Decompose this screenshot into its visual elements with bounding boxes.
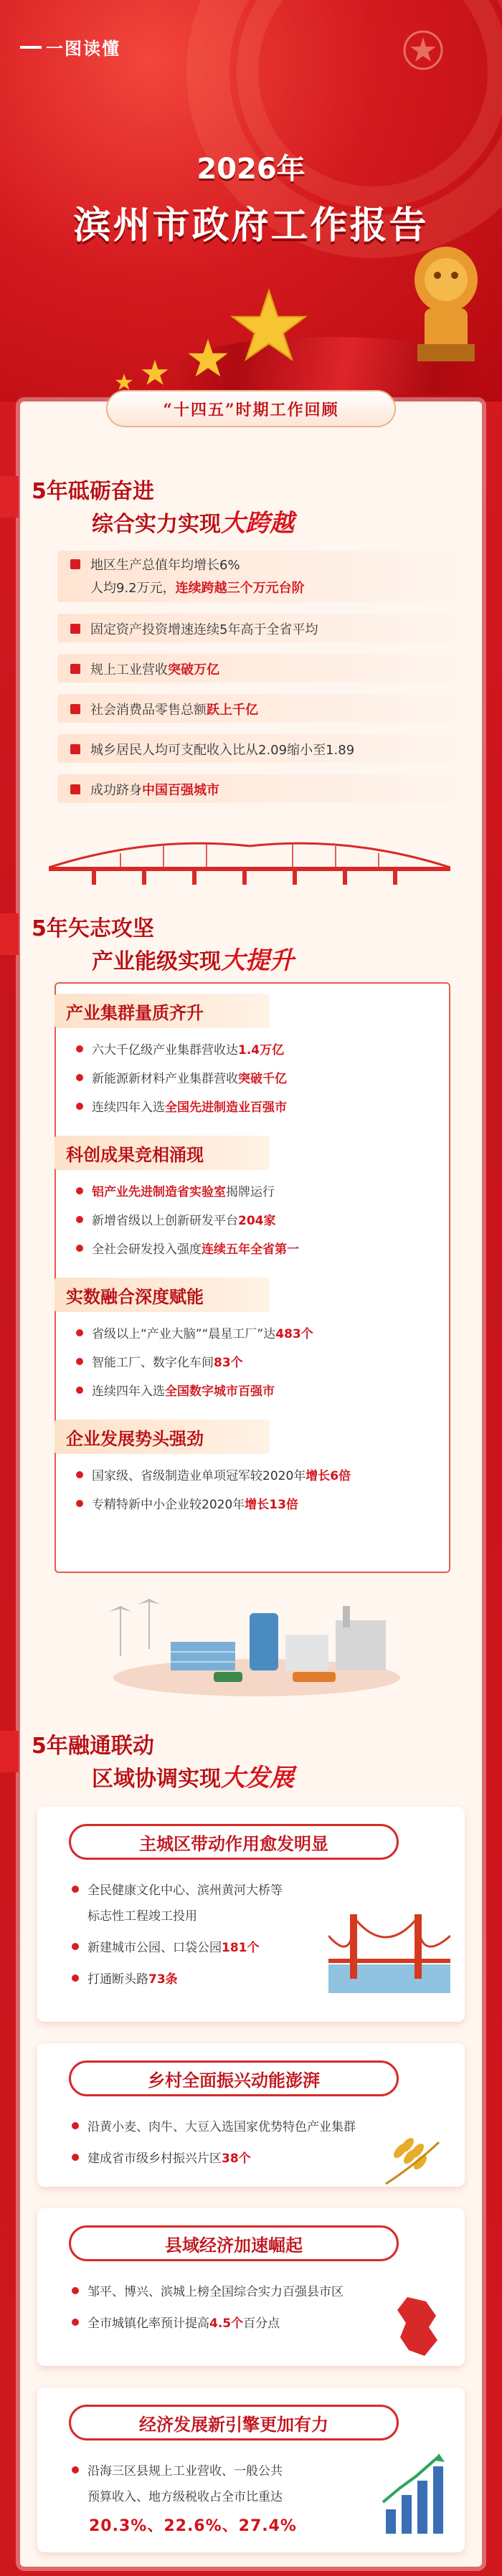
panel-title: 县域经济加速崛起 — [69, 2225, 399, 2261]
section2-line2-prefix: 产业能级实现 — [92, 949, 221, 974]
panel-line — [72, 2461, 283, 2478]
group-line — [76, 1182, 275, 1199]
group-title: 产业集群量质齐升 — [55, 994, 270, 1028]
section1-item — [70, 619, 318, 638]
bullet-icon — [76, 1187, 83, 1194]
bullet-icon — [76, 1216, 83, 1223]
panel-line — [72, 2313, 280, 2331]
group-line — [76, 1040, 284, 1058]
section1-line2-big: 大跨越 — [221, 509, 294, 538]
group-line-highlight: 483个 — [275, 1327, 313, 1341]
section1-item-highlight: 跃上千亿 — [207, 703, 258, 718]
panel-line-text: 预算收入、地方级税收占全市比重达 — [87, 2490, 283, 2504]
group-line — [76, 1352, 243, 1370]
group-line — [76, 1381, 275, 1399]
section-tag — [0, 913, 19, 955]
section1-item-text: 成功跻身 — [90, 783, 142, 798]
panel-line — [72, 1937, 260, 1955]
group-line-highlight: 铝产业先进制造省实验室 — [92, 1185, 226, 1199]
panel-line-text: 沿海三区县规上工业营收、一般公共 — [87, 2464, 283, 2478]
group-line — [76, 1323, 313, 1341]
bullet-icon — [70, 664, 80, 674]
panel-line-highlight: 73条 — [148, 1972, 178, 1987]
panel-line-text: 全民健康文化中心、滨州黄河大桥等 — [87, 1883, 283, 1898]
bullet-icon — [76, 1074, 83, 1081]
panel-line — [72, 2148, 251, 2166]
review-banner: “十四五”时期工作回顾 — [106, 390, 396, 427]
bullet-icon — [70, 704, 80, 714]
section1-item-text: 固定资产投资增速连续5年高于全省平均 — [90, 622, 318, 637]
panel-line-highlight: 181个 — [222, 1941, 260, 1955]
brand-label: 一图读懂 — [46, 39, 120, 59]
brand-bar — [20, 46, 42, 49]
section1-item-text: 社会消费品零售总额 — [90, 703, 207, 718]
wheat-icon — [379, 2137, 443, 2187]
group-line — [76, 1239, 299, 1257]
panel-line-text: 百分点 — [243, 2316, 280, 2331]
section2-line2-big: 大提升 — [221, 946, 294, 975]
group-line-highlight: 1.4万亿 — [238, 1043, 285, 1058]
group-line-text: 连续四年入选 — [92, 1384, 165, 1399]
section1-item-text: 规上工业营收 — [90, 662, 168, 678]
factory-illustration — [106, 1592, 407, 1699]
section1-item-text: 人均9.2万元， — [90, 581, 176, 596]
group-line-text: 全社会研发投入强度 — [92, 1242, 202, 1257]
group-line-text: 六大千亿级产业集群营收达 — [92, 1043, 238, 1058]
hero-header — [0, 0, 502, 401]
bullet-icon — [76, 1045, 83, 1052]
bullet-icon — [72, 2154, 79, 2161]
star-icon — [141, 358, 169, 387]
bullet-icon — [70, 559, 80, 569]
panel-line-text: 沿黄小麦、肉牛、大豆入选国家优势特色产业集群 — [87, 2120, 356, 2134]
section1-item-highlight: 突破万亿 — [168, 662, 219, 678]
section1-item-text: 地区生产总值年均增长6% — [90, 558, 240, 573]
bullet-icon — [72, 1943, 79, 1950]
section1-line2 — [92, 503, 294, 538]
emblem-icon — [402, 29, 445, 72]
group-title: 科创成果竞相涌现 — [55, 1136, 270, 1170]
section1-item-highlight: 连续跨越三个万元台阶 — [175, 581, 305, 596]
bullet-icon — [76, 1245, 83, 1252]
bullet-icon — [72, 1886, 79, 1893]
group-line — [76, 1068, 287, 1086]
map-icon — [393, 2294, 443, 2359]
bullet-icon — [70, 744, 80, 754]
section1-item — [70, 780, 219, 799]
report-title: 滨州市政府工作报告 — [73, 204, 429, 247]
panel-title: 乡村全面振兴动能澎湃 — [69, 2061, 399, 2096]
content-card — [20, 401, 482, 2567]
group-title: 实数融合深度赋能 — [55, 1278, 270, 1312]
panel-title: 经济发展新引擎更加有力 — [69, 2405, 399, 2440]
group-line-highlight: 204家 — [238, 1214, 276, 1228]
group-line-text: 国家级、省级制造业单项冠军较2020年 — [92, 1469, 306, 1483]
bullet-icon — [72, 2287, 79, 2294]
group-line-text: 新增省级以上创新研发平台 — [92, 1214, 238, 1228]
bullet-icon — [70, 624, 80, 634]
section1-item — [70, 555, 305, 597]
panel-line-highlight: 4.5个 — [209, 2316, 244, 2331]
star-icon — [229, 287, 308, 366]
panel-line-text: 打通断头路 — [87, 1972, 148, 1987]
bullet-icon — [76, 1500, 83, 1507]
section-tag — [0, 476, 19, 518]
group-line-highlight: 连续五年全省第一 — [202, 1242, 299, 1257]
group-title: 企业发展势头强劲 — [55, 1420, 270, 1454]
section1-line2-prefix: 综合实力实现 — [92, 512, 221, 537]
brand-logo — [20, 34, 120, 60]
panel-title: 主城区带动作用愈发明显 — [69, 1824, 399, 1860]
star-icon — [115, 373, 133, 391]
group-line — [76, 1465, 351, 1483]
section1-item-text: 城乡居民人均可支配收入比从2.09缩小至1.89 — [90, 743, 355, 758]
group-line-text: 省级以上“产业大脑”“晨星工厂”达 — [92, 1327, 276, 1341]
group-line — [76, 1097, 287, 1115]
panel-line — [72, 1880, 283, 1898]
panel-line — [72, 1969, 178, 1987]
section3-line2-prefix: 区域协调实现 — [92, 1767, 221, 1792]
panel-line-text: 标志性工程竣工投用 — [87, 1909, 197, 1924]
bullet-icon — [76, 1329, 83, 1336]
bridge-illustration — [49, 832, 450, 889]
panel-line — [72, 2281, 344, 2299]
bullet-icon — [72, 2122, 79, 2129]
group-line-text: 专精特新中小企业较2020年 — [92, 1498, 245, 1512]
group-line — [76, 1210, 276, 1228]
growth-chart-icon — [379, 2452, 450, 2538]
star-icon — [186, 337, 229, 380]
golden-bridge-illustration — [328, 1907, 450, 1993]
group-line-highlight: 全国先进制造业百强市 — [165, 1101, 287, 1115]
group-line-highlight: 增长6倍 — [306, 1469, 351, 1483]
bullet-icon — [72, 2319, 79, 2326]
bullet-icon — [76, 1103, 83, 1110]
section1-item — [70, 700, 258, 718]
panel-line — [87, 1906, 197, 1924]
group-line-highlight: 83个 — [214, 1356, 243, 1370]
section1-item-highlight: 中国百强城市 — [142, 783, 219, 798]
group-line-highlight: 增长13倍 — [245, 1498, 298, 1512]
section1-line1: 5年砥砺奋进 — [32, 479, 154, 504]
section-tag — [0, 1731, 19, 1772]
percentage-values: 20.3%、22.6%、27.4% — [89, 2517, 297, 2535]
section3-line1: 5年融通联动 — [32, 1734, 154, 1759]
bullet-icon — [72, 1974, 79, 1982]
group-line — [76, 1494, 298, 1512]
section2-line2 — [92, 941, 294, 976]
panel-line-text: 全市城镇化率预计提高 — [87, 2316, 209, 2331]
bullet-icon — [72, 2466, 79, 2473]
group-line-text: 智能工厂、数字化车间 — [92, 1356, 214, 1370]
section3-line2-big: 大发展 — [221, 1764, 294, 1792]
group-line-highlight: 突破千亿 — [238, 1072, 287, 1086]
section2-line1: 5年矢志攻坚 — [32, 916, 154, 941]
panel-line-highlight: 38个 — [222, 2152, 251, 2166]
group-line-text: 连续四年入选 — [92, 1101, 165, 1115]
group-line-highlight: 全国数字城市百强市 — [165, 1384, 275, 1399]
group-line-text: 揭牌运行 — [226, 1185, 275, 1199]
panel-line-text: 建成省市级乡村振兴片区 — [87, 2152, 222, 2166]
lion-statue — [403, 237, 489, 366]
bullet-icon — [76, 1471, 83, 1478]
bullet-icon — [70, 784, 80, 794]
panel-line — [87, 2486, 283, 2504]
panel-line — [72, 2116, 356, 2134]
section1-item — [70, 740, 354, 759]
report-year: 2026年 — [196, 153, 306, 186]
section3-line2 — [92, 1758, 294, 1793]
bullet-icon — [76, 1358, 83, 1365]
group-line-text: 新能源新材料产业集群营收 — [92, 1072, 238, 1086]
panel-line-text: 新建城市公园、口袋公园 — [87, 1941, 222, 1955]
section1-item — [70, 660, 219, 678]
panel-line-text: 邹平、博兴、滨城上榜全国综合实力百强县市区 — [87, 2285, 344, 2299]
bullet-icon — [76, 1387, 83, 1394]
